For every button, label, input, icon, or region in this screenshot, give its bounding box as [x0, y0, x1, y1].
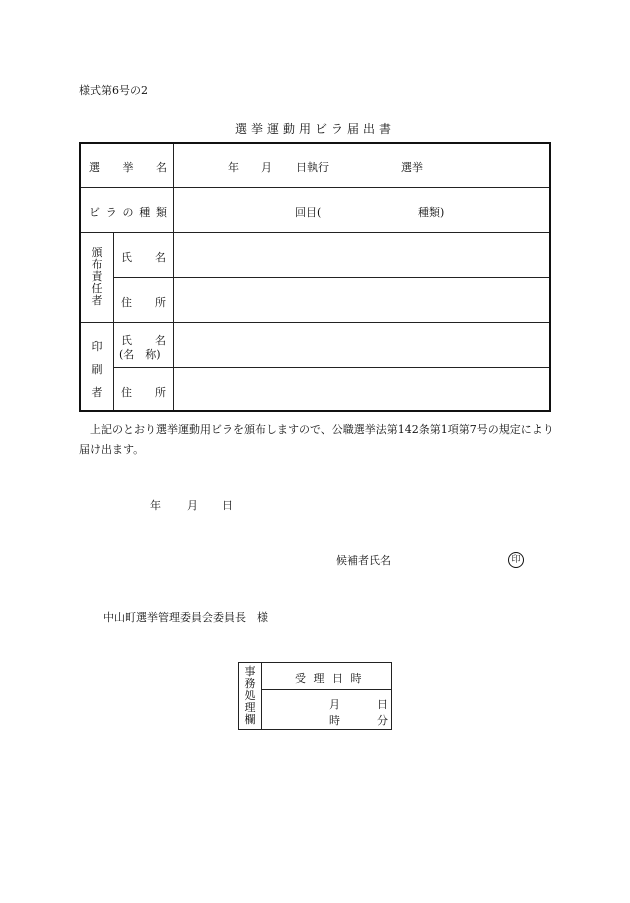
row-divider — [81, 232, 549, 233]
distribution-address-label: 住 所 — [121, 296, 166, 309]
statement-text: 上記のとおり選挙運動用ビラを頒布しますので、公職選挙法第142条第1項第7号の規定により届け出ます。 — [79, 423, 554, 456]
seal-mark: 印 — [508, 552, 524, 568]
date-month: 月 — [187, 499, 198, 512]
form-number: 様式第6号の2 — [79, 84, 148, 97]
column-divider — [261, 663, 262, 729]
date-year: 年 — [150, 499, 161, 512]
row-divider — [113, 277, 549, 278]
column-divider — [173, 144, 174, 410]
office-processing-label: 事務処理欄 — [244, 665, 256, 726]
printer-name-sub-label: (名 称) — [119, 348, 161, 361]
election-day-execution: 日執行 — [296, 161, 329, 174]
received-minute: 分 — [377, 714, 388, 727]
document-title: 選挙運動用ビラ届出書 — [234, 122, 395, 136]
row-divider — [261, 689, 391, 690]
row-divider — [81, 322, 549, 323]
printer-address-label: 住 所 — [121, 386, 166, 399]
election-year: 年 — [228, 161, 239, 174]
bill-type-label: ビ ラ の 種 類 — [89, 206, 167, 219]
election-name-label: 選 挙 名 — [89, 161, 167, 174]
distribution-name-label: 氏 名 — [121, 251, 166, 264]
bill-times: 回目( — [295, 206, 322, 219]
addressee: 中山町選挙管理委員会委員長 様 — [103, 611, 268, 624]
election-month: 月 — [261, 161, 272, 174]
bill-types: 種類) — [418, 206, 445, 219]
printer-label: 印刷者 — [91, 340, 103, 399]
notification-table — [79, 142, 551, 412]
row-divider — [81, 187, 549, 188]
date-day: 日 — [222, 499, 233, 512]
received-datetime-label: 受 理 日 時 — [295, 672, 364, 685]
election-suffix: 選挙 — [401, 161, 423, 174]
printer-name-label: 氏 名 — [121, 334, 166, 347]
candidate-name-label: 候補者氏名 — [336, 554, 391, 567]
office-processing-box — [238, 662, 392, 730]
received-hour: 時 — [329, 714, 340, 727]
row-divider — [113, 367, 549, 368]
distribution-responsible-label: 頒布責任者 — [91, 246, 103, 307]
received-day: 日 — [377, 698, 388, 711]
column-divider — [113, 232, 114, 410]
received-month: 月 — [329, 698, 340, 711]
